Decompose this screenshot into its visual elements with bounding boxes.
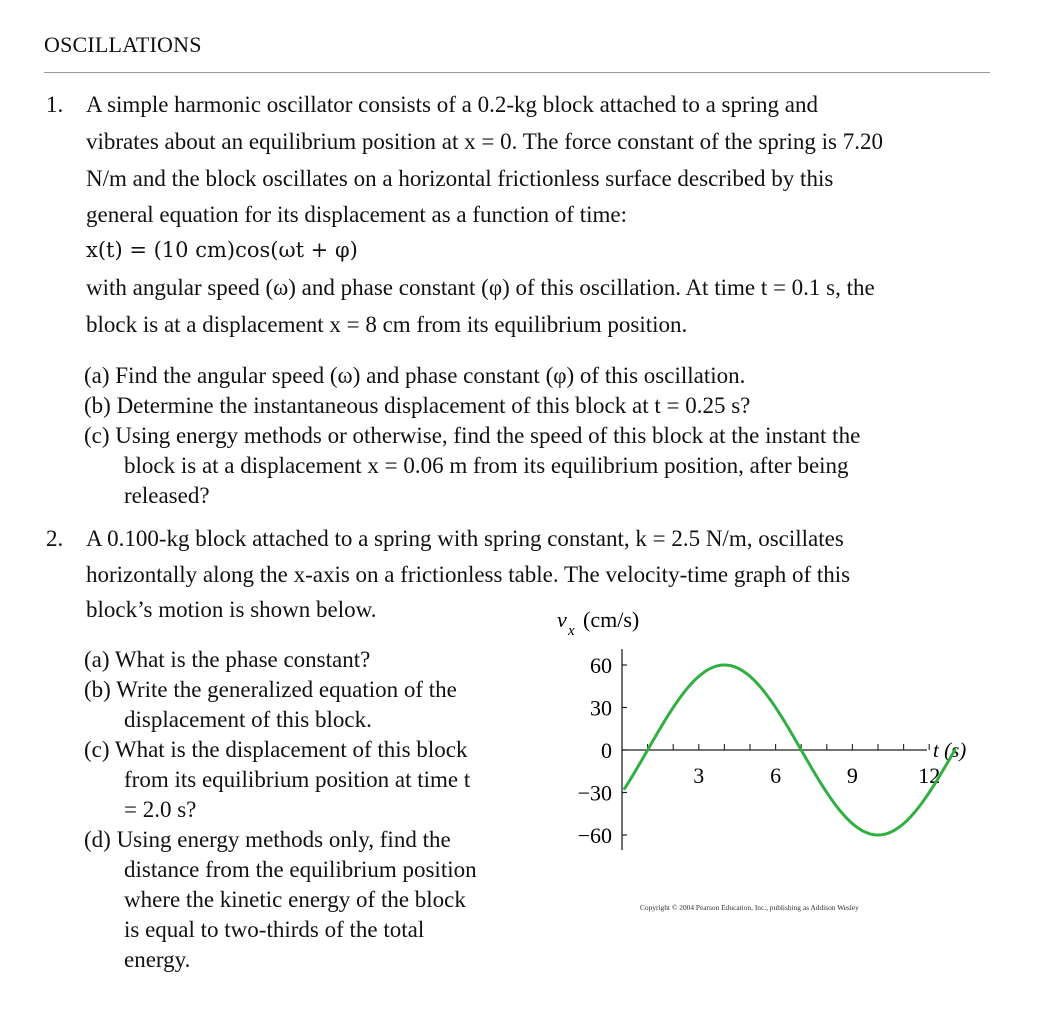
q1-line: N/m and the block oscillates on a horizontal frictionless surface described by this [86, 166, 834, 191]
q2-part-b-cont: displacement of this block. [124, 707, 372, 732]
y-tick-label: 30 [590, 695, 612, 721]
x-tick-label: 9 [846, 763, 858, 788]
q2-part-d-cont: is equal to two-thirds of the total [124, 917, 425, 942]
x-tick-label: 3 [693, 763, 705, 788]
y-tick-label: −30 [577, 780, 612, 806]
q1-line: general equation for its displacement as a function of time: [86, 202, 627, 227]
y-tick-label: −60 [577, 823, 612, 848]
q1-line: with angular speed (ω) and phase constant (φ) of this oscillation. At time t = 0.1 s, the [86, 275, 875, 300]
q1-part-c-cont: released? [124, 483, 210, 508]
q2-part-c-cont: from its equilibrium position at time t [124, 767, 471, 792]
header-rule [44, 72, 990, 73]
y-tick-label: 60 [590, 653, 612, 678]
x-tick-label: 12 [918, 763, 941, 788]
q2-part-b: (b) Write the generalized equation of the [84, 677, 457, 702]
copyright-notice: Copyright © 2004 Pearson Education, Inc., publishing as Addison Wesley [640, 903, 859, 912]
q1-equation: x(t) = (10 cm)cos(ωt + φ) [86, 238, 358, 262]
y-axis-label-v: v [557, 607, 567, 632]
q1-part-a: (a) Find the angular speed (ω) and phase constant (φ) of this oscillation. [84, 363, 746, 388]
q2-part-c: (c) What is the displacement of this block [84, 737, 468, 762]
q1-part-c-cont: block is at a displacement x = 0.06 m from its equilibrium position, after being [124, 453, 849, 478]
q2-part-d-cont: energy. [124, 947, 191, 972]
y-axis-label-units: (cm/s) [583, 607, 640, 632]
question-number: 1. [46, 92, 64, 117]
q2-part-d-cont: distance from the equilibrium position [124, 857, 477, 882]
q1-line: block is at a displacement x = 8 cm from its equilibrium position. [86, 312, 688, 337]
q1-part-c: (c) Using energy methods or otherwise, find the speed of this block at the instant the [84, 423, 861, 448]
x-tick-label: 6 [770, 763, 782, 788]
q1-line: vibrates about an equilibrium position at x = 0. The force constant of the spring is 7.20 [86, 129, 883, 154]
q1-part-b: (b) Determine the instantaneous displacement of this block at t = 0.25 s? [84, 393, 751, 418]
q2-part-d-cont: where the kinetic energy of the block [124, 887, 466, 912]
y-axis-label-subscript: x [568, 623, 575, 639]
question-number: 2. [46, 526, 64, 551]
q2-line: block’s motion is shown below. [86, 597, 377, 622]
q2-line: horizontally along the x-axis on a frictionless table. The velocity-time graph of this [86, 562, 851, 587]
q2-part-d: (d) Using energy methods only, find the [84, 827, 451, 852]
velocity-time-graph [545, 605, 1005, 935]
q2-line: A 0.100-kg block attached to a spring with spring constant, k = 2.5 N/m, oscillates [86, 526, 844, 551]
q1-line: A simple harmonic oscillator consists of a 0.2-kg block attached to a spring and [86, 92, 819, 117]
y-axis-label [557, 607, 639, 639]
x-axis-label: t (s) [933, 738, 967, 762]
y-tick-label: 0 [601, 738, 612, 763]
page-header: OSCILLATIONS [44, 32, 202, 57]
q2-part-c-cont: = 2.0 s? [124, 797, 197, 822]
q2-part-a: (a) What is the phase constant? [84, 647, 371, 672]
